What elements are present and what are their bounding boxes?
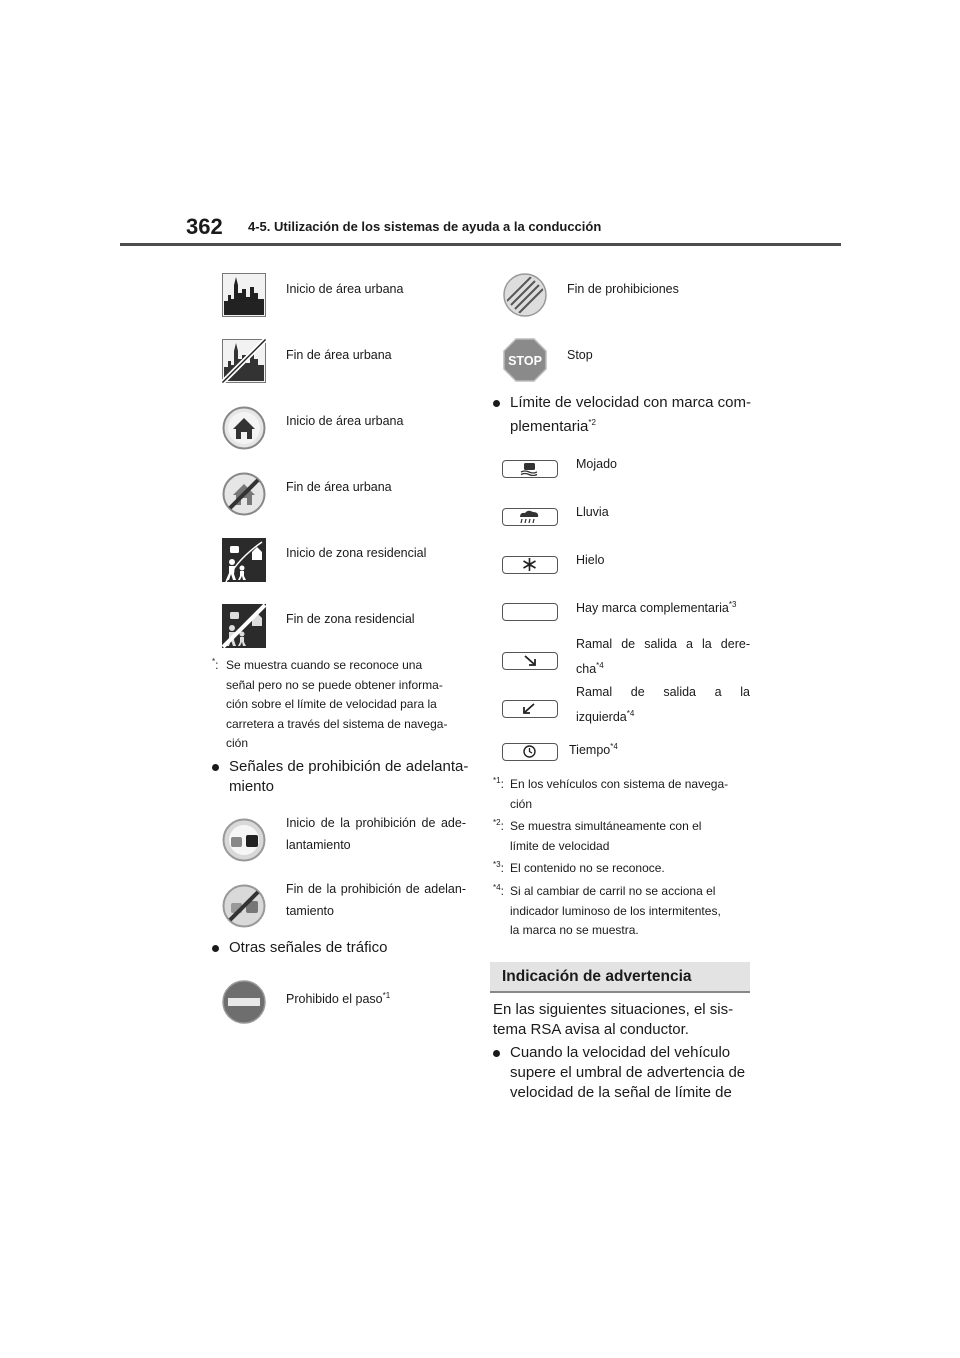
house-circle-icon bbox=[222, 406, 266, 450]
footnote-2: $^{*2}$: Se muestra simultáneamente con el límite de velocidad bbox=[493, 818, 702, 853]
footnote-3: $^{*3}$: El contenido no se reconoce. bbox=[493, 860, 665, 875]
label-line: Inicio de la prohibición de ade- bbox=[286, 816, 466, 830]
plate-label: Mojado bbox=[576, 457, 617, 471]
sign-label: Fin de prohibiciones bbox=[567, 282, 679, 296]
time-plate-icon bbox=[502, 743, 558, 761]
no-entry-icon bbox=[222, 980, 266, 1024]
sign-label: Inicio de área urbana bbox=[286, 414, 404, 428]
sign-label: Stop bbox=[567, 348, 593, 362]
sign-label bbox=[286, 812, 466, 856]
plate-label: Hielo bbox=[576, 553, 605, 567]
asterisk-note bbox=[212, 656, 472, 754]
footnote-1: $^{*1}$: En los vehículos con sistema de navega- ción bbox=[493, 776, 729, 811]
stop-text: STOP bbox=[508, 354, 542, 368]
stop-sign-icon bbox=[503, 338, 547, 382]
warning-heading: Indicación de advertencia bbox=[502, 968, 692, 985]
header-divider bbox=[120, 243, 841, 246]
bullet-dot bbox=[212, 764, 219, 771]
warning-bullet: Cuando la velocidad del vehículo supere el umbral de advertencia de velocidad de la señal de límite de bbox=[493, 1043, 753, 1103]
note-line: carretera a través del sistema de navega- bbox=[226, 716, 448, 731]
ice-plate-icon bbox=[502, 556, 558, 574]
label-line: tamiento bbox=[286, 904, 334, 918]
city-skyline-icon bbox=[222, 273, 266, 317]
plate-label: Ramal de salida a la izquierda$^{*4}$ bbox=[576, 685, 750, 724]
bullet-dot bbox=[493, 400, 500, 407]
other-signs-heading: Otras señales de tráfico bbox=[212, 938, 472, 958]
wet-road-plate-icon bbox=[502, 460, 558, 478]
sign-label: Fin de área urbana bbox=[286, 480, 392, 494]
overtaking-heading bbox=[212, 757, 472, 797]
residential-zone-icon bbox=[222, 538, 266, 582]
residential-zone-crossed-icon bbox=[222, 604, 266, 648]
heading-line: plementaria$^{*2}$ bbox=[510, 418, 596, 435]
plate-label: Tiempo$^{*4}$ bbox=[569, 741, 618, 757]
sign-label: Inicio de zona residencial bbox=[286, 546, 427, 560]
plate-label: Hay marca complementaria$^{*3}$ bbox=[576, 599, 737, 615]
end-of-prohibitions-icon bbox=[503, 273, 547, 317]
heading-line: miento bbox=[229, 778, 275, 795]
note-line: Se muestra cuando se reconoce una bbox=[226, 658, 423, 672]
exit-left-plate-icon bbox=[502, 700, 558, 718]
plate-label: Ramal de salida a la dere- cha$^{*4}$ bbox=[576, 637, 750, 676]
speed-limit-heading bbox=[493, 393, 753, 437]
sign-label bbox=[286, 878, 466, 922]
rain-plate-icon bbox=[502, 508, 558, 526]
blank-plate-icon bbox=[502, 603, 558, 621]
note-mark: *: bbox=[212, 657, 219, 672]
warning-paragraph: En las siguientes situaciones, el sis- tema RSA avisa al conductor. bbox=[493, 1001, 734, 1038]
exit-right-plate-icon bbox=[502, 652, 558, 670]
sign-label: Fin de área urbana bbox=[286, 348, 392, 362]
house-circle-crossed-icon bbox=[222, 472, 266, 516]
heading-line: Señales de prohibición de adelanta- bbox=[229, 758, 469, 775]
city-skyline-crossed-icon bbox=[222, 339, 266, 383]
plate-label: Lluvia bbox=[576, 505, 609, 519]
label-line: lantamiento bbox=[286, 838, 351, 852]
label-line: Fin de la prohibición de adelan- bbox=[286, 882, 466, 896]
footnote-ref: *1 bbox=[382, 990, 391, 1000]
note-line: ción sobre el límite de velocidad para la bbox=[226, 697, 437, 711]
footnote-4: $^{*4}$: Si al cambiar de carril no se acciona el indicador luminoso de los intermitentes, la marca no se muestra. bbox=[493, 883, 721, 937]
no-overtaking-end-icon bbox=[222, 884, 266, 928]
sign-label: Prohibido el paso$^{*1}$ bbox=[286, 990, 391, 1006]
sign-label: Fin de zona residencial bbox=[286, 612, 415, 626]
sign-label: Inicio de área urbana bbox=[286, 282, 404, 296]
no-overtaking-icon bbox=[222, 818, 266, 862]
section-title: 4-5. Utilización de los sistemas de ayuda a la conducción bbox=[248, 219, 602, 234]
heading-line: Límite de velocidad con marca com- bbox=[510, 394, 751, 411]
note-line: ción bbox=[226, 736, 249, 750]
page-number: 362 bbox=[186, 214, 223, 239]
note-line: señal pero no se puede obtener informa- bbox=[226, 677, 443, 692]
bullet-dot bbox=[493, 1050, 500, 1057]
bullet-dot bbox=[212, 945, 219, 952]
